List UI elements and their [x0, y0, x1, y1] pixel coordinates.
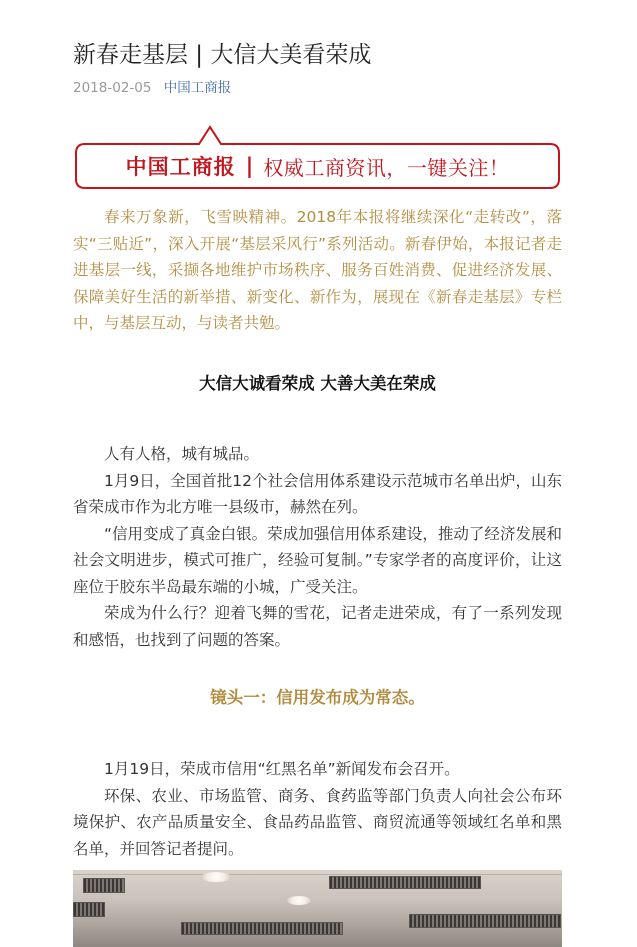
body-paragraph: 荣成为什么行？迎着飞舞的雪花，记者走进荣成，有了一系列发现和感悟，也找到了问题的答案。 [73, 604, 562, 649]
body-paragraph: 1月9日，全国首批12个社会信用体系建设示范城市名单出炉，山东省荣成市作为北方唯一县级市，赫然在列。 [73, 471, 562, 516]
body-paragraph: 环保、农业、市场监管、商务、食药监等部门负责人向社会公布环境保护、农产品质量安全、食品药品监管、商贸流通等领域红名单和黑名单，并回答记者提问。 [73, 786, 562, 858]
sub-heading: 镜头一：信用发布成为常态。 [210, 688, 425, 707]
ceiling-seam [73, 874, 562, 875]
body-paragraph: “信用变成了真金白银。荣成加强信用体系建设，推动了经济发展和社会文明进步，模式可推广，经验可复制。”专家学者的高度评价，让这座位于胶东半岛最东端的小城，广受关注。 [73, 524, 562, 596]
banner-slogan: 权威工商资讯，一键关注！ [263, 155, 510, 180]
intro-paragraph: 春来万象新，飞雪映精神。2018年本报将继续深化“走转改”，落实“三贴近”，深入开展“基层采风行”系列活动。新春伊始，本报记者走进基层一线，采撷各地维护市场秩序、服务百姓消费、促进经济发展、保障美好生活的新举措、新变化、新作为，展现在《新春走基层》专栏中，与基层互动，与读者共勉。 [73, 208, 562, 332]
body-paragraph: 1月19日，荣成市信用“红黑名单”新闻发布会召开。 [104, 760, 460, 778]
subscribe-banner[interactable] [73, 124, 562, 192]
ceiling-vent [181, 922, 343, 935]
ceiling-light [287, 896, 311, 905]
article-photo[interactable] [73, 870, 562, 947]
ceiling-vent [329, 876, 481, 889]
ceiling-vent [409, 914, 561, 928]
source-link[interactable]: 中国工商报 [163, 80, 232, 96]
publish-date: 2018-02-05 [73, 80, 152, 96]
article-meta [73, 78, 231, 98]
body-block-1 [73, 441, 562, 653]
ceiling-vent [73, 902, 105, 917]
banner-brand: 中国工商报 [125, 155, 236, 179]
ceiling-vent [83, 878, 125, 893]
banner-text [73, 144, 562, 188]
body-paragraph: 人有人格，城有城品。 [104, 445, 260, 463]
section-heading: 大信大诚看荣成 大善大美在荣成 [199, 374, 436, 393]
body-block-2 [73, 756, 562, 862]
ceiling-light [201, 872, 231, 882]
banner-separator: | [245, 154, 254, 178]
article-title: 新春走基层 | 大信大美看荣成 [73, 42, 372, 68]
